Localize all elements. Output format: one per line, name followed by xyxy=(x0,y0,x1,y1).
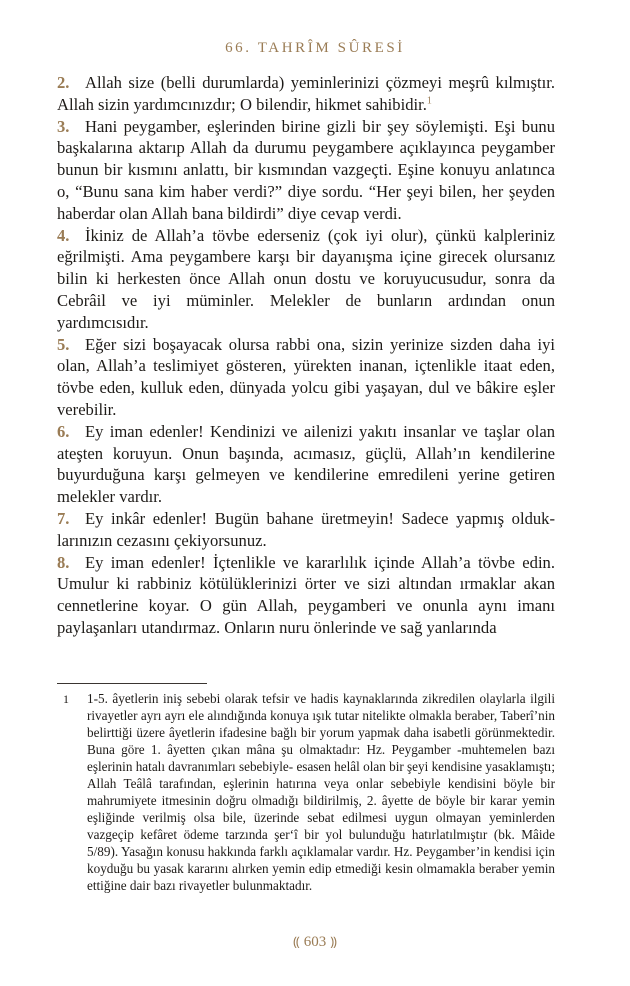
verse-text: Eğer sizi boşayacak olursa rabbi ona, sizin yerinize sizden daha iyi olan, Allah’a teslimiyet gösteren, yürekten inanan, içtenlikle itaat eden, tövbe eden, kulluk eden, dünyada yolcu gibi yaşayan, dul ve bâkire eşler verebilir. xyxy=(57,334,555,419)
verse-text: İkiniz de Allah’a tövbe ederseniz (çok iyi olur), çünkü kalpleriniz eğrilmişti. Ama peygambere karşı bir dayanışma içine girecek olursanız bilin ki herkesten önce Allah onun dostu ve koruyucusudur, sonra da Cebrâil ve iyi müminler. Melekler de bunların ardından onun yardımcısıdır. xyxy=(57,225,555,332)
verse-number: 4. xyxy=(57,225,70,245)
verse-number: 8. xyxy=(57,552,70,572)
verse-number: 3. xyxy=(57,116,70,136)
verse-number: 7. xyxy=(57,508,70,528)
verse-text: Ey iman edenler! Kendinizi ve ailenizi yakıtı insanlar ve taşlar olan ateşten koruyun. Onun başında, acımasız, güçlü, Allah’ın kendilerine buyurduğuna karşı gelmeyen ve kendilerine emredileni yerine getiren melekler vardır. xyxy=(57,421,555,507)
verse-5 xyxy=(57,334,555,421)
verse-number: 2. xyxy=(57,73,70,92)
ornament-right-icon: ⸩ xyxy=(330,934,337,949)
page-number-block xyxy=(0,932,630,951)
verse-text: Hani peygamber, eşlerinden birine gizli bir şey söylemişti. Eşi bunu başkalarına aktarıp Allah da durumu peygambere açıklayınca peygamber bunun bir kısmını anlattı, bir kısmından vazgeçti. Eşine konuyu anlatınca o, “Bunu sana kim haber verdi?” diye sordu. “Her şeyi bilen, her şeyden haberdar olan Allah bana bildirdi” diye cevap verdi. xyxy=(57,116,555,223)
footnote-text: 1-5. âyetlerin iniş sebebi olarak tefsir ve hadis kaynaklarında zikredilen olaylarla ilgili rivayetler ayrı ayrı ele alındığında konuya ışık tutar nitelikte olmakla beraber, Taberî’nin belirttiği üzere âyetlerin ifadesine bağlı bir yorum yapmak daha isabetli görünmektedir. Buna göre 1. âyetten çıkan mâna şu olmaktadır: Hz. Peygamber -muhtemelen bazı eşlerinin hatalı davranımları sebebiyle- esasen helâl olan bir şeyi kendisine yasaklamıştı; Allah Teâlâ tarafından, eşlerinin hatırına veya onlar sebebiyle kendisini böyle bir mahrumiyete itmesinin doğru olmadığı bildirilmiş, 2. âyette de böyle bir karar yemin eşliğinde verilmiş olsa bile, üzerinde sebat edilmesi uygun olmayan yeminlerden vazgeçip kefâret ödeme tarzında şer‘î bir yol bulunduğu hatırlatılmıştır (bk. Mâide 5/89). Yasağın konusu hakkında farklı açıklamalar vardır. Hz. Peygamber’in kendisi için koyduğu bu yasak kararını alırken yemin edip etmediği kesin olmamakla beraber yemin ettiğine dair bazı rivayetler bulunmaktadır. xyxy=(87,691,556,893)
verse-list xyxy=(57,72,555,639)
verse-text: Ey iman edenler! İçtenlikle ve kararlılık içinde Allah’a tövbe edin. Umulur ki rabbiniz kötülüklerinizi örter ve sizi altından ırmaklar akan cennetlerine koyar. O gün Allah, peygamberi ve onunla aynı imanı paylaşanları utandırmaz. Onların nuru önlerinde ve sağ yanlarında xyxy=(57,552,555,637)
page-number: 603 xyxy=(303,934,327,950)
footnote-divider xyxy=(57,683,207,684)
verse-number: 6. xyxy=(57,421,70,441)
footnote-mark: 1 xyxy=(63,692,69,706)
footnote xyxy=(57,690,555,894)
verse-text: Allah size (belli durumlarda) yeminlerinizi çözmeyi meşrû kılmıştır. Allah sizin yardımcınızdır; O bilendir, hikmet sahibidir. xyxy=(57,73,555,114)
verse-8 xyxy=(57,552,555,639)
verse-4 xyxy=(57,225,555,334)
verse-number: 5. xyxy=(57,334,70,354)
verse-6 xyxy=(57,421,555,508)
verse-2 xyxy=(57,72,555,116)
running-title: 66. TAHRÎM SÛRESİ xyxy=(225,40,405,56)
ornament-left-icon: ⸨ xyxy=(293,934,300,949)
verse-text: Ey inkâr edenler! Bugün bahane üretmeyin! Sadece yapmış olduklarınızın cezasını çekiyorsunuz. xyxy=(57,508,555,550)
verse-3 xyxy=(57,116,555,225)
verse-7 xyxy=(57,508,555,552)
footnote-reference[interactable]: 1 xyxy=(426,95,432,107)
